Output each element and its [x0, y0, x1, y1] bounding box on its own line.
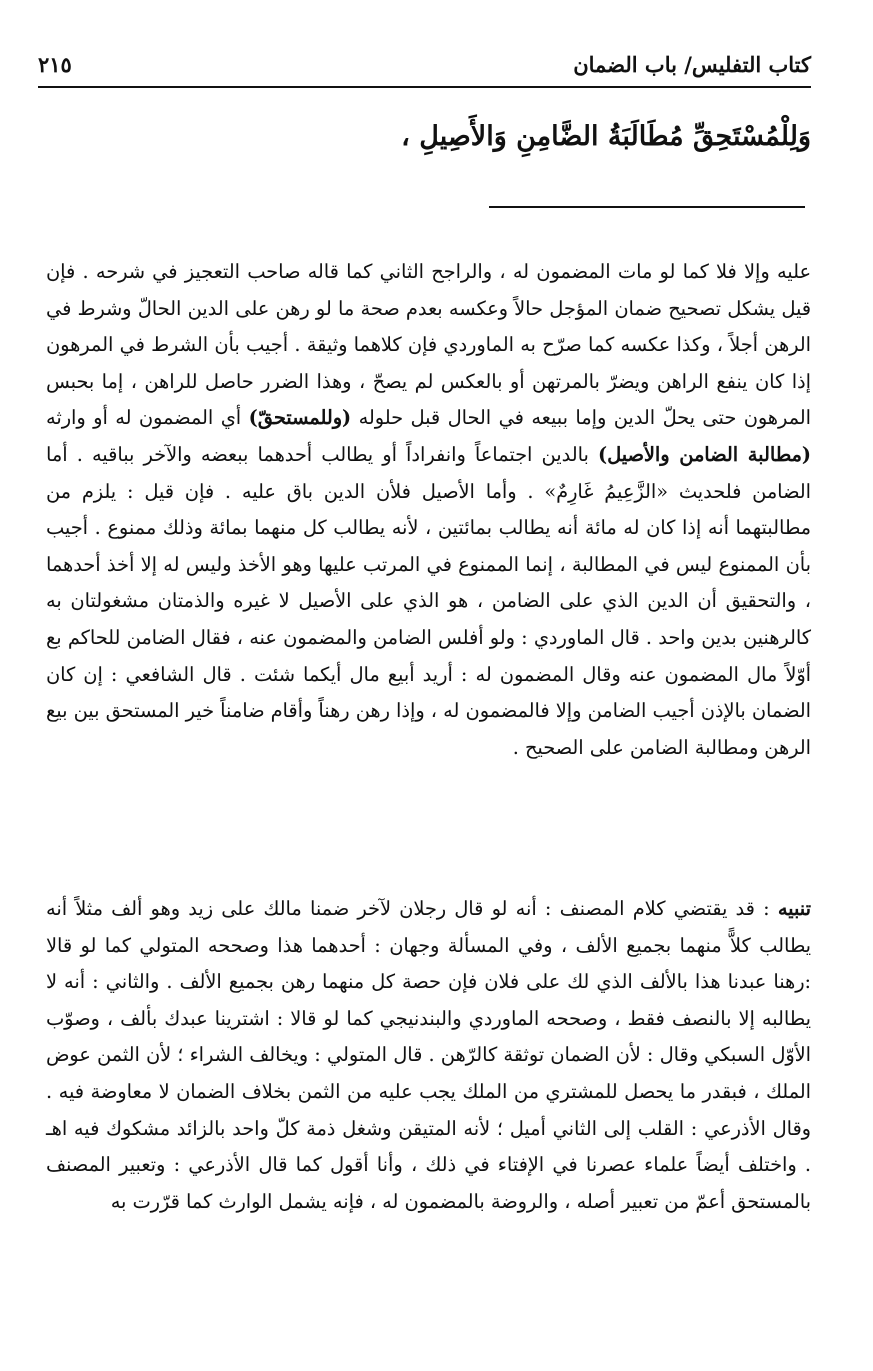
tanbih-text: : قد يقتضي كلام المصنف : أنه لو قال رجلان لآخر ضمنا مالك على زيد وهو ألف مثلاً أنه يطالب كلاًّ منهما بجميع الألف ، وفي المسألة وجهان : أحدهما هذا وصححه المتولي كما لو قالا :رهنا عبدنا هذا بالألف الذي لك على فلان فإن حصة كل منهما رهن بجميع الألف . والثاني : أنه لا يطالبه إلا بالنصف فقط ، وصححه الماوردي والبندنيجي كما لو قالا : اشترينا عبدك بألف ، وصوّب الأوّل السبكي وقال : لأن الضمان توثقة كالرّهن . قال المتولي : ويخالف الشراء ؛ لأن الثمن عوض الملك ، فبقدر ما يحصل للمشتري من الملك يجب عليه من الثمن بخلاف الضمان لا معاوضة فيه . وقال الأذرعي : القلب إلى الثاني أميل ؛ لأنه المتيقن وشغل ذمة كلّ واحد بالزائد مشكوك فيه اهـ . واختلف أيضاً علماء عصرنا في الإفتاء في ذلك ، وأنا أقول كما قال الأذرعي : وتعبير المصنف بالمستحق أعمّ من تعبير أصله ، والروضة بالمضمون له ، فإنه يشمل الوارث كما قرّرت به	[46, 897, 811, 1213]
commentary-paragraph	[46, 254, 811, 766]
commentary-text-2: أي المضمون له أو وارثه	[46, 406, 242, 430]
matn-text: وَلِلْمُسْتَحِقِّ مُطَالَبَةُ الضَّامِنِ وَالأَصِيلِ ،	[401, 121, 811, 152]
quoted-matn-2: (مطالبة الضامن والأصيل)	[597, 442, 811, 466]
chapter-title: كتاب التفليس/ باب الضمان	[573, 52, 811, 77]
page-number: ٢١٥	[38, 52, 72, 77]
quoted-matn-1: (وللمستحقّ)	[248, 406, 352, 430]
tanbih-paragraph	[46, 891, 811, 1220]
commentary-text-3: بالدين اجتماعاً وانفراداً أو يطالب أحدهما ببعضه والآخر بباقيه . أما الضامن فلحديث «الزَّعِيمُ غَارِمٌ» . وأما الأصيل فلأن الدين باق عليه . فإن قيل : يلزم من مطالبتهما أنه إذا كان له مائة أنه يطالب بمائتين ، لأنه يطالب كل منهما بمائة وذلك ممنوع . أجيب بأن الممنوع ليس في المطالبة ، إنما الممنوع في المرتب عليها وهو الأخذ وليس له إلا أخذ أحدهما ، والتحقيق أن الدين الذي على الضامن ، هو الذي على الأصيل لا غيره والذمتان مشغولتان به كالرهنين بدين واحد . قال الماوردي : ولو أفلس الضامن والمضمون عنه ، فقال الضامن للحاكم بع أوّلاً مال المضمون عنه وقال المضمون له : أريد أبيع مال أيكما شئت . قال الشافعي : إن كان الضمان بالإذن أجيب الضامن وإلا فالمضمون له ، وإذا رهن رهناً وأقام ضامناً خير المستحق بين بيع الرهن ومطالبة الضامن على الصحيح .	[46, 442, 811, 759]
footnote-divider	[489, 206, 805, 208]
commentary-text-1: عليه وإلا فلا كما لو مات المضمون له ، والراجح الثاني كما قاله صاحب التعجيز في شرحه . فإن قيل يشكل تصحيح ضمان المؤجل حالاً وعكسه بعدم صحة ما لو رهن على الدين الحالّ وشرط في الرهن أجلاً ، وكذا عكسه كما صرّح به الماوردي فإن كلاهما وثيقة . أجيب بأن الشرط في المرهون إذا كان ينفع الراهن ويضرّ بالمرتهن أو بالعكس لم يصحّ ، وهذا الضرر حاصل للراهن ، إما بحبس المرهون حتى يحلّ الدين وإما ببيعه في الحال قبل حلوله	[46, 260, 811, 430]
running-header	[38, 46, 811, 88]
tanbih-label: تنبيه	[777, 897, 811, 920]
